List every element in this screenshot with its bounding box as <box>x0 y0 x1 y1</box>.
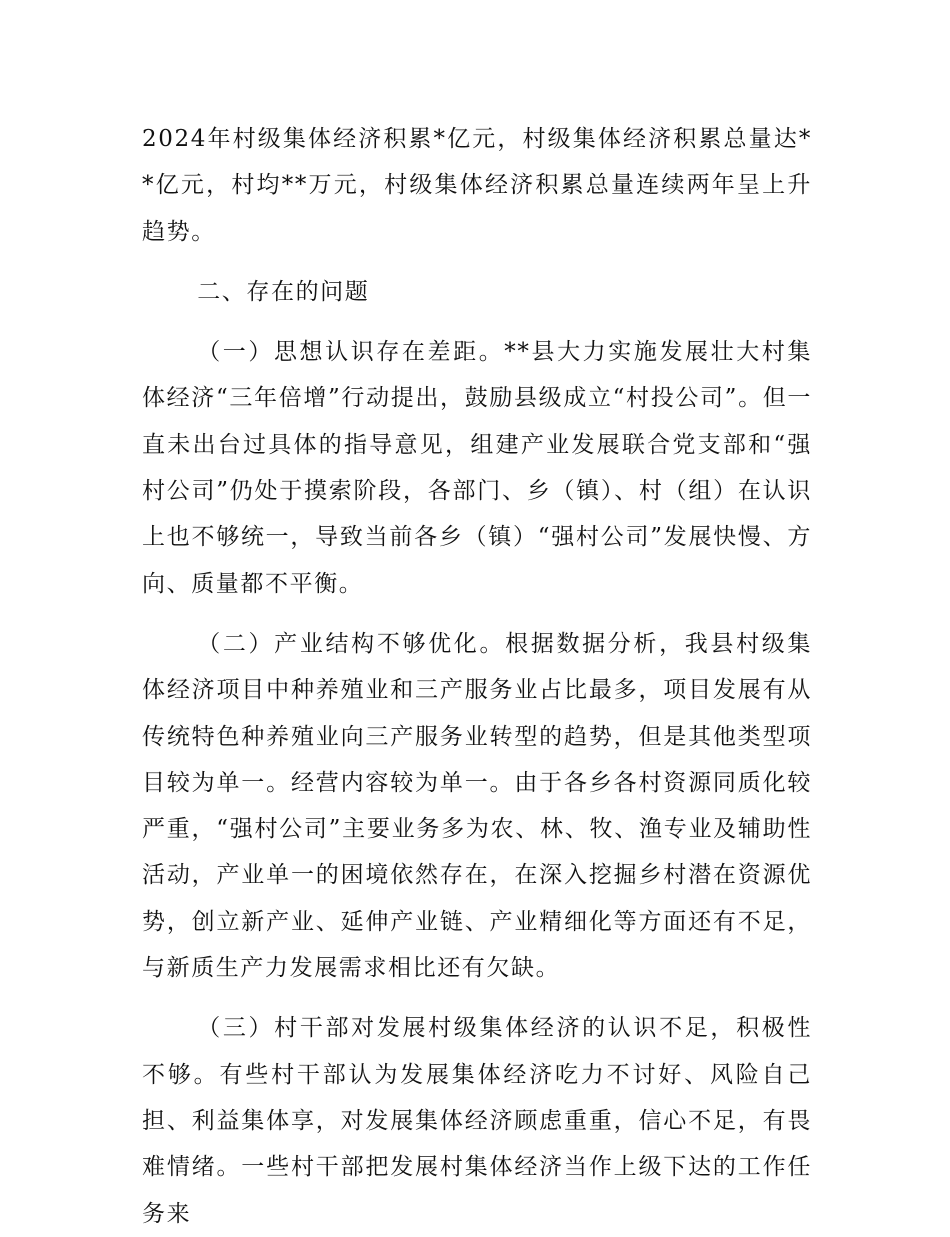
document-body <box>142 116 812 1237</box>
paragraph-collective-economy-summary: 2024年村级集体经济积累*亿元，村级集体经济积累总量达**亿元，村均**万元，村级集体经济积累总量连续两年呈上升趋势。 <box>142 126 812 245</box>
paragraph-issue-3: （三）村干部对发展村级集体经济的认识不足，积极性不够。有些村干部认为发展集体经济吃力不讨好、风险自己担、利益集体享，对发展集体经济顾虑重重，信心不足，有畏难情绪。一些村干部把发展村集体经济当作上级下达的工作任务来 <box>142 1015 812 1227</box>
section-heading-problems: 二、存在的问题 <box>197 278 370 305</box>
paragraph-issue-2: （二）产业结构不够优化。根据数据分析，我县村级集体经济项目中种养殖业和三产服务业占比最多，项目发展有从传统特色种养殖业向三产服务业转型的趋势，但是其他类型项目较为单一。经营内容较为单一。由于各乡各村资源同质化较严重，“强村公司”主要业务多为农、林、牧、渔专业及辅助性活动，产业单一的困境依然存在，在深入挖掘乡村潜在资源优势，创立新产业、延伸产业链、产业精细化等方面还有不足，与新质生产力发展需求相比还有欠缺。 <box>142 630 812 982</box>
paragraph-issue-1: （一）思想认识存在差距。**县大力实施发展壮大村集体经济“三年倍增”行动提出，鼓励县级成立“村投公司”。但一直未出台过具体的指导意见，组建产业发展联合党支部和“强村公司”仍处于摸索阶段，各部门、乡（镇）、村（组）在认识上也不够统一，导致当前各乡（镇）“强村公司”发展快慢、方向、质量都不平衡。 <box>142 339 812 597</box>
